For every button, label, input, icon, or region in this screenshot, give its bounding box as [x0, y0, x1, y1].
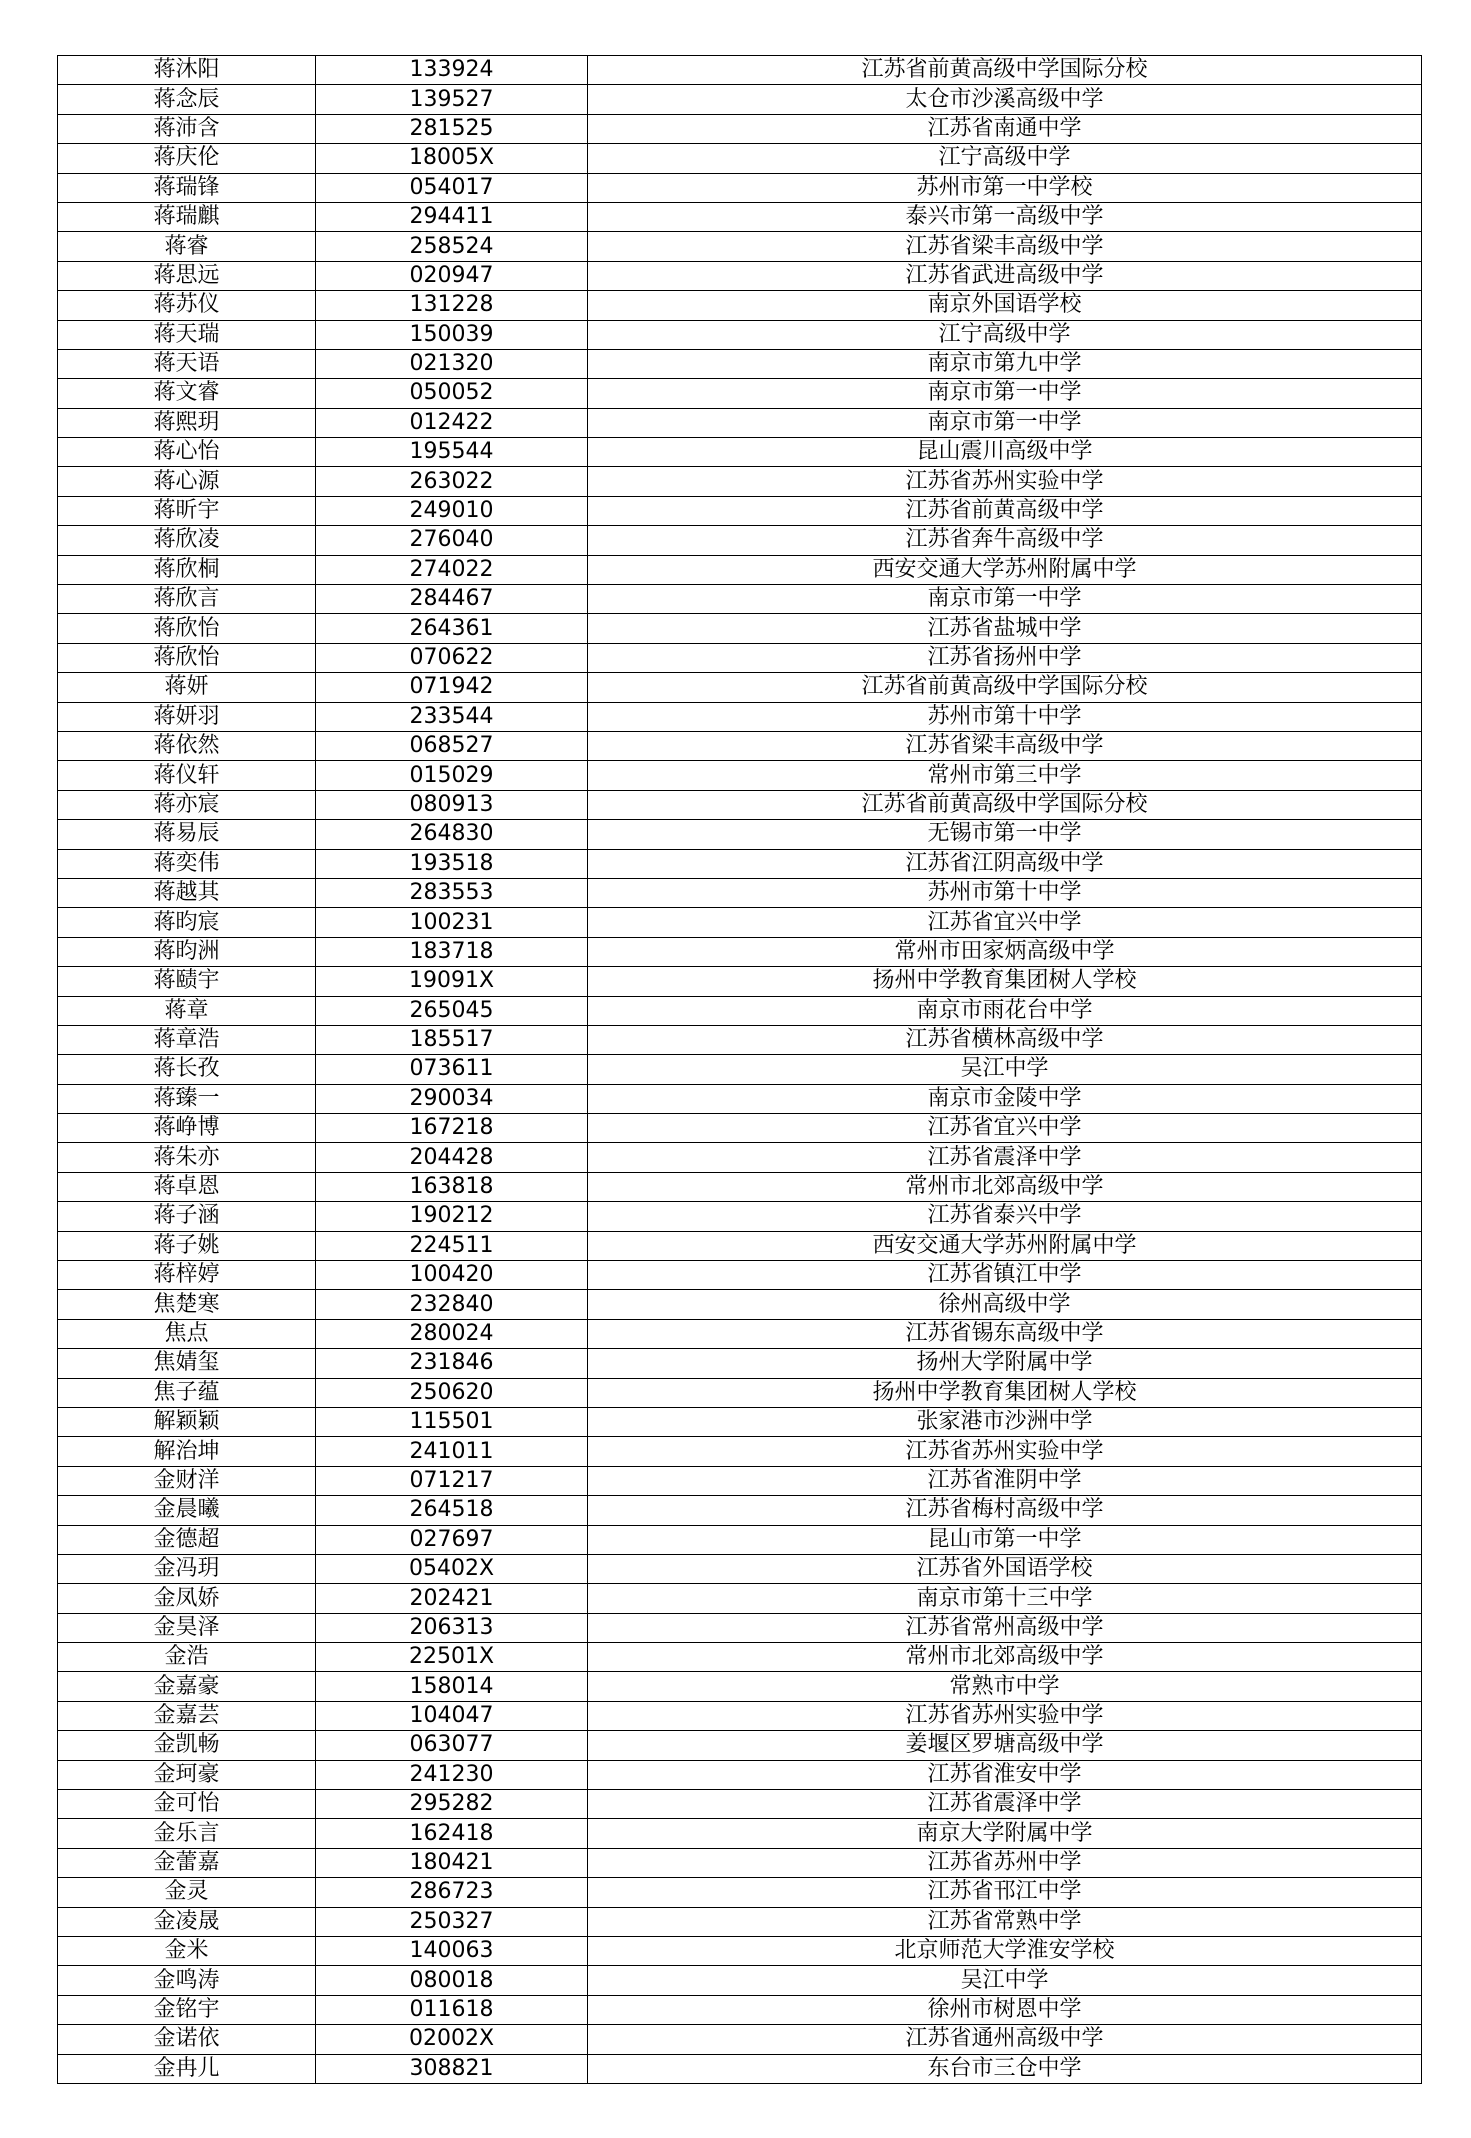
- student-name-cell: 焦子蕴: [58, 1378, 316, 1407]
- student-id-cell: 283553: [316, 878, 588, 907]
- student-name-cell: 蒋欣桐: [58, 555, 316, 584]
- student-name-cell: 蒋睿: [58, 232, 316, 261]
- table-row: [58, 1937, 1422, 1966]
- table-row: [58, 1172, 1422, 1201]
- school-name-cell: 扬州中学教育集团树人学校: [588, 967, 1422, 996]
- school-name-cell: 南京市第一中学: [588, 585, 1422, 614]
- table-row: [58, 1907, 1422, 1936]
- school-name-cell: 江苏省江阴高级中学: [588, 849, 1422, 878]
- table-row: [58, 849, 1422, 878]
- student-id-cell: 163818: [316, 1172, 588, 1201]
- student-id-cell: 167218: [316, 1114, 588, 1143]
- student-id-cell: 131228: [316, 291, 588, 320]
- student-id-cell: 276040: [316, 526, 588, 555]
- student-id-cell: 100231: [316, 908, 588, 937]
- student-id-cell: 286723: [316, 1878, 588, 1907]
- school-name-cell: 张家港市沙洲中学: [588, 1407, 1422, 1436]
- school-name-cell: 泰兴市第一高级中学: [588, 202, 1422, 231]
- school-name-cell: 东台市三仓中学: [588, 2054, 1422, 2083]
- table-row: [58, 673, 1422, 702]
- table-row: [58, 1878, 1422, 1907]
- student-name-cell: 蒋文睿: [58, 379, 316, 408]
- table-row: [58, 1055, 1422, 1084]
- student-name-cell: 蒋梓婷: [58, 1261, 316, 1290]
- table-row: [58, 1848, 1422, 1877]
- school-name-cell: 苏州市第十中学: [588, 878, 1422, 907]
- student-id-cell: 294411: [316, 202, 588, 231]
- school-name-cell: 江宁高级中学: [588, 320, 1422, 349]
- table-row: [58, 85, 1422, 114]
- student-name-cell: 蒋卓恩: [58, 1172, 316, 1201]
- student-id-cell: 02002X: [316, 2025, 588, 2054]
- school-name-cell: 江苏省扬州中学: [588, 643, 1422, 672]
- table-row: [58, 1790, 1422, 1819]
- student-id-cell: 264518: [316, 1496, 588, 1525]
- table-row: [58, 1819, 1422, 1848]
- table-row: [58, 1407, 1422, 1436]
- table-row: [58, 585, 1422, 614]
- school-name-cell: 江苏省邗江中学: [588, 1878, 1422, 1907]
- student-id-cell: 020947: [316, 261, 588, 290]
- student-name-cell: 蒋妍: [58, 673, 316, 702]
- student-id-cell: 231846: [316, 1349, 588, 1378]
- student-name-cell: 蒋峥博: [58, 1114, 316, 1143]
- table-row: [58, 702, 1422, 731]
- school-name-cell: 南京大学附属中学: [588, 1819, 1422, 1848]
- student-id-cell: 068527: [316, 731, 588, 760]
- student-name-cell: 蒋心源: [58, 467, 316, 496]
- student-id-cell: 263022: [316, 467, 588, 496]
- student-name-cell: 蒋赜宇: [58, 967, 316, 996]
- student-name-cell: 金铭宇: [58, 1995, 316, 2024]
- school-name-cell: 姜堰区罗塘高级中学: [588, 1731, 1422, 1760]
- student-name-cell: 金晨曦: [58, 1496, 316, 1525]
- student-id-cell: 195544: [316, 438, 588, 467]
- table-row: [58, 349, 1422, 378]
- student-id-cell: 290034: [316, 1084, 588, 1113]
- student-id-cell: 05402X: [316, 1554, 588, 1583]
- table-row: [58, 967, 1422, 996]
- table-row: [58, 1584, 1422, 1613]
- student-name-cell: 蒋昕宇: [58, 496, 316, 525]
- school-name-cell: 江苏省梅村高级中学: [588, 1496, 1422, 1525]
- school-name-cell: 吴江中学: [588, 1055, 1422, 1084]
- student-id-cell: 158014: [316, 1672, 588, 1701]
- table-row: [58, 438, 1422, 467]
- table-row: [58, 232, 1422, 261]
- student-id-cell: 071942: [316, 673, 588, 702]
- student-id-cell: 100420: [316, 1261, 588, 1290]
- table-row: [58, 1437, 1422, 1466]
- table-row: [58, 1613, 1422, 1642]
- student-id-cell: 206313: [316, 1613, 588, 1642]
- student-id-cell: 284467: [316, 585, 588, 614]
- school-name-cell: 江苏省前黄高级中学国际分校: [588, 56, 1422, 85]
- student-name-cell: 蒋仪轩: [58, 761, 316, 790]
- student-name-cell: 金浩: [58, 1643, 316, 1672]
- school-name-cell: 苏州市第十中学: [588, 702, 1422, 731]
- table-row: [58, 526, 1422, 555]
- school-name-cell: 昆山市第一中学: [588, 1525, 1422, 1554]
- student-id-cell: 139527: [316, 85, 588, 114]
- student-id-cell: 258524: [316, 232, 588, 261]
- school-name-cell: 江苏省宜兴中学: [588, 908, 1422, 937]
- student-id-cell: 183718: [316, 937, 588, 966]
- table-row: [58, 614, 1422, 643]
- student-name-cell: 蒋臻一: [58, 1084, 316, 1113]
- school-name-cell: 江苏省震泽中学: [588, 1790, 1422, 1819]
- table-row: [58, 908, 1422, 937]
- student-name-cell: 蒋章浩: [58, 1025, 316, 1054]
- school-name-cell: 江苏省通州高级中学: [588, 2025, 1422, 2054]
- student-id-cell: 224511: [316, 1231, 588, 1260]
- student-name-cell: 蒋章: [58, 996, 316, 1025]
- table-row: [58, 1084, 1422, 1113]
- school-name-cell: 江苏省苏州中学: [588, 1848, 1422, 1877]
- table-row: [58, 2054, 1422, 2083]
- student-id-cell: 250327: [316, 1907, 588, 1936]
- school-name-cell: 苏州市第一中学校: [588, 173, 1422, 202]
- table-row: [58, 1672, 1422, 1701]
- table-row: [58, 1261, 1422, 1290]
- school-name-cell: 江苏省镇江中学: [588, 1261, 1422, 1290]
- student-name-cell: 金凌晟: [58, 1907, 316, 1936]
- student-name-cell: 金财洋: [58, 1466, 316, 1495]
- school-name-cell: 江宁高级中学: [588, 144, 1422, 173]
- student-name-cell: 蒋念辰: [58, 85, 316, 114]
- student-id-cell: 021320: [316, 349, 588, 378]
- student-name-cell: 蒋欣言: [58, 585, 316, 614]
- student-name-cell: 蒋思远: [58, 261, 316, 290]
- school-name-cell: 江苏省梁丰高级中学: [588, 731, 1422, 760]
- school-name-cell: 常州市第三中学: [588, 761, 1422, 790]
- student-id-cell: 264830: [316, 820, 588, 849]
- student-id-cell: 150039: [316, 320, 588, 349]
- table-row: [58, 820, 1422, 849]
- table-row: [58, 1025, 1422, 1054]
- school-name-cell: 江苏省奔牛高级中学: [588, 526, 1422, 555]
- student-name-cell: 蒋昀宸: [58, 908, 316, 937]
- student-name-cell: 蒋妍羽: [58, 702, 316, 731]
- table-row: [58, 731, 1422, 760]
- table-row: [58, 790, 1422, 819]
- student-name-cell: 蒋天瑞: [58, 320, 316, 349]
- table-row: [58, 1966, 1422, 1995]
- school-name-cell: 江苏省常州高级中学: [588, 1613, 1422, 1642]
- school-name-cell: 江苏省前黄高级中学国际分校: [588, 673, 1422, 702]
- school-name-cell: 常州市北郊高级中学: [588, 1643, 1422, 1672]
- table-row: [58, 1731, 1422, 1760]
- student-id-cell: 18005X: [316, 144, 588, 173]
- table-row: [58, 1554, 1422, 1583]
- student-name-cell: 蒋庆伦: [58, 144, 316, 173]
- student-name-cell: 金凯畅: [58, 1731, 316, 1760]
- school-name-cell: 太仓市沙溪高级中学: [588, 85, 1422, 114]
- student-id-cell: 133924: [316, 56, 588, 85]
- student-id-cell: 115501: [316, 1407, 588, 1436]
- school-name-cell: 江苏省锡东高级中学: [588, 1319, 1422, 1348]
- student-name-cell: 焦婧玺: [58, 1349, 316, 1378]
- table-row: [58, 1496, 1422, 1525]
- student-name-cell: 金凤娇: [58, 1584, 316, 1613]
- school-name-cell: 江苏省苏州实验中学: [588, 1701, 1422, 1730]
- student-name-cell: 蒋天语: [58, 349, 316, 378]
- student-name-cell: 焦点: [58, 1319, 316, 1348]
- school-name-cell: 江苏省武进高级中学: [588, 261, 1422, 290]
- student-id-cell: 308821: [316, 2054, 588, 2083]
- student-id-cell: 265045: [316, 996, 588, 1025]
- school-name-cell: 南京市第十三中学: [588, 1584, 1422, 1613]
- student-id-cell: 241230: [316, 1760, 588, 1789]
- student-name-cell: 金嘉芸: [58, 1701, 316, 1730]
- school-name-cell: 常州市北郊高级中学: [588, 1172, 1422, 1201]
- school-name-cell: 江苏省宜兴中学: [588, 1114, 1422, 1143]
- student-id-cell: 295282: [316, 1790, 588, 1819]
- school-name-cell: 江苏省盐城中学: [588, 614, 1422, 643]
- table-row: [58, 144, 1422, 173]
- table-row: [58, 56, 1422, 85]
- student-name-cell: 金德超: [58, 1525, 316, 1554]
- student-name-cell: 蒋瑞锋: [58, 173, 316, 202]
- table-row: [58, 996, 1422, 1025]
- school-name-cell: 江苏省苏州实验中学: [588, 467, 1422, 496]
- student-id-cell: 241011: [316, 1437, 588, 1466]
- student-id-cell: 264361: [316, 614, 588, 643]
- roster-body: [58, 56, 1422, 2084]
- table-row: [58, 379, 1422, 408]
- student-name-cell: 金灵: [58, 1878, 316, 1907]
- table-row: [58, 1760, 1422, 1789]
- school-name-cell: 江苏省梁丰高级中学: [588, 232, 1422, 261]
- student-id-cell: 274022: [316, 555, 588, 584]
- school-name-cell: 南京外国语学校: [588, 291, 1422, 320]
- table-row: [58, 878, 1422, 907]
- school-name-cell: 无锡市第一中学: [588, 820, 1422, 849]
- student-name-cell: 金蕾嘉: [58, 1848, 316, 1877]
- student-name-cell: 解治坤: [58, 1437, 316, 1466]
- school-name-cell: 徐州高级中学: [588, 1290, 1422, 1319]
- table-row: [58, 173, 1422, 202]
- table-row: [58, 1319, 1422, 1348]
- student-id-cell: 063077: [316, 1731, 588, 1760]
- school-name-cell: 江苏省外国语学校: [588, 1554, 1422, 1583]
- table-row: [58, 761, 1422, 790]
- student-name-cell: 蒋易辰: [58, 820, 316, 849]
- table-row: [58, 1995, 1422, 2024]
- student-id-cell: 054017: [316, 173, 588, 202]
- student-name-cell: 金诺依: [58, 2025, 316, 2054]
- school-name-cell: 北京师范大学淮安学校: [588, 1937, 1422, 1966]
- school-name-cell: 吴江中学: [588, 1966, 1422, 1995]
- table-row: [58, 555, 1422, 584]
- school-name-cell: 江苏省南通中学: [588, 114, 1422, 143]
- school-name-cell: 江苏省常熟中学: [588, 1907, 1422, 1936]
- school-name-cell: 徐州市树恩中学: [588, 1995, 1422, 2024]
- student-id-cell: 071217: [316, 1466, 588, 1495]
- student-name-cell: 金珂豪: [58, 1760, 316, 1789]
- school-name-cell: 江苏省震泽中学: [588, 1143, 1422, 1172]
- student-id-cell: 180421: [316, 1848, 588, 1877]
- school-name-cell: 江苏省苏州实验中学: [588, 1437, 1422, 1466]
- school-name-cell: 南京市雨花台中学: [588, 996, 1422, 1025]
- school-name-cell: 常州市田家炳高级中学: [588, 937, 1422, 966]
- table-row: [58, 2025, 1422, 2054]
- table-row: [58, 643, 1422, 672]
- student-id-cell: 073611: [316, 1055, 588, 1084]
- table-row: [58, 320, 1422, 349]
- school-name-cell: 江苏省淮安中学: [588, 1760, 1422, 1789]
- student-id-cell: 012422: [316, 408, 588, 437]
- student-id-cell: 011618: [316, 1995, 588, 2024]
- table-row: [58, 261, 1422, 290]
- student-id-cell: 250620: [316, 1378, 588, 1407]
- school-name-cell: 昆山震川高级中学: [588, 438, 1422, 467]
- student-name-cell: 蒋沐阳: [58, 56, 316, 85]
- table-row: [58, 1525, 1422, 1554]
- student-name-cell: 金昊泽: [58, 1613, 316, 1642]
- roster-table: [57, 55, 1422, 2084]
- table-row: [58, 1290, 1422, 1319]
- student-id-cell: 050052: [316, 379, 588, 408]
- student-id-cell: 232840: [316, 1290, 588, 1319]
- table-row: [58, 937, 1422, 966]
- school-name-cell: 江苏省淮阴中学: [588, 1466, 1422, 1495]
- student-id-cell: 015029: [316, 761, 588, 790]
- table-row: [58, 1643, 1422, 1672]
- school-name-cell: 南京市金陵中学: [588, 1084, 1422, 1113]
- student-id-cell: 190212: [316, 1202, 588, 1231]
- student-name-cell: 蒋欣怡: [58, 614, 316, 643]
- school-name-cell: 江苏省横林高级中学: [588, 1025, 1422, 1054]
- school-name-cell: 西安交通大学苏州附属中学: [588, 1231, 1422, 1260]
- school-name-cell: 扬州大学附属中学: [588, 1349, 1422, 1378]
- student-name-cell: 蒋苏仪: [58, 291, 316, 320]
- student-id-cell: 140063: [316, 1937, 588, 1966]
- student-id-cell: 080913: [316, 790, 588, 819]
- table-row: [58, 467, 1422, 496]
- student-name-cell: 金乐言: [58, 1819, 316, 1848]
- table-row: [58, 1349, 1422, 1378]
- student-name-cell: 蒋欣怡: [58, 643, 316, 672]
- table-row: [58, 291, 1422, 320]
- student-id-cell: 070622: [316, 643, 588, 672]
- school-name-cell: 常熟市中学: [588, 1672, 1422, 1701]
- student-id-cell: 162418: [316, 1819, 588, 1848]
- student-name-cell: 焦楚寒: [58, 1290, 316, 1319]
- student-name-cell: 蒋朱亦: [58, 1143, 316, 1172]
- school-name-cell: 江苏省泰兴中学: [588, 1202, 1422, 1231]
- table-row: [58, 1114, 1422, 1143]
- student-id-cell: 104047: [316, 1701, 588, 1730]
- student-name-cell: 解颖颖: [58, 1407, 316, 1436]
- student-id-cell: 080018: [316, 1966, 588, 1995]
- student-name-cell: 蒋依然: [58, 731, 316, 760]
- school-name-cell: 江苏省前黄高级中学: [588, 496, 1422, 525]
- school-name-cell: 南京市第九中学: [588, 349, 1422, 378]
- table-row: [58, 1143, 1422, 1172]
- table-row: [58, 1202, 1422, 1231]
- student-id-cell: 281525: [316, 114, 588, 143]
- student-name-cell: 蒋亦宸: [58, 790, 316, 819]
- student-name-cell: 蒋心怡: [58, 438, 316, 467]
- student-id-cell: 249010: [316, 496, 588, 525]
- student-name-cell: 蒋沛含: [58, 114, 316, 143]
- school-name-cell: 扬州中学教育集团树人学校: [588, 1378, 1422, 1407]
- student-id-cell: 027697: [316, 1525, 588, 1554]
- table-row: [58, 114, 1422, 143]
- student-id-cell: 193518: [316, 849, 588, 878]
- student-id-cell: 280024: [316, 1319, 588, 1348]
- table-row: [58, 1378, 1422, 1407]
- student-name-cell: 金鸣涛: [58, 1966, 316, 1995]
- school-name-cell: 南京市第一中学: [588, 408, 1422, 437]
- student-name-cell: 蒋长孜: [58, 1055, 316, 1084]
- student-name-cell: 蒋熙玥: [58, 408, 316, 437]
- student-id-cell: 233544: [316, 702, 588, 731]
- school-name-cell: 江苏省前黄高级中学国际分校: [588, 790, 1422, 819]
- student-name-cell: 金可怡: [58, 1790, 316, 1819]
- table-row: [58, 1466, 1422, 1495]
- table-row: [58, 408, 1422, 437]
- student-name-cell: 金冯玥: [58, 1554, 316, 1583]
- student-name-cell: 蒋奕伟: [58, 849, 316, 878]
- student-name-cell: 蒋欣凌: [58, 526, 316, 555]
- school-name-cell: 西安交通大学苏州附属中学: [588, 555, 1422, 584]
- table-row: [58, 202, 1422, 231]
- student-name-cell: 金米: [58, 1937, 316, 1966]
- table-row: [58, 1231, 1422, 1260]
- table-row: [58, 1701, 1422, 1730]
- student-name-cell: 蒋越其: [58, 878, 316, 907]
- student-id-cell: 204428: [316, 1143, 588, 1172]
- student-name-cell: 蒋子涵: [58, 1202, 316, 1231]
- student-name-cell: 金嘉豪: [58, 1672, 316, 1701]
- school-name-cell: 南京市第一中学: [588, 379, 1422, 408]
- student-id-cell: 202421: [316, 1584, 588, 1613]
- student-name-cell: 蒋昀洲: [58, 937, 316, 966]
- student-id-cell: 22501X: [316, 1643, 588, 1672]
- student-name-cell: 蒋子姚: [58, 1231, 316, 1260]
- student-name-cell: 蒋瑞麒: [58, 202, 316, 231]
- student-name-cell: 金冉儿: [58, 2054, 316, 2083]
- table-row: [58, 496, 1422, 525]
- student-id-cell: 19091X: [316, 967, 588, 996]
- student-id-cell: 185517: [316, 1025, 588, 1054]
